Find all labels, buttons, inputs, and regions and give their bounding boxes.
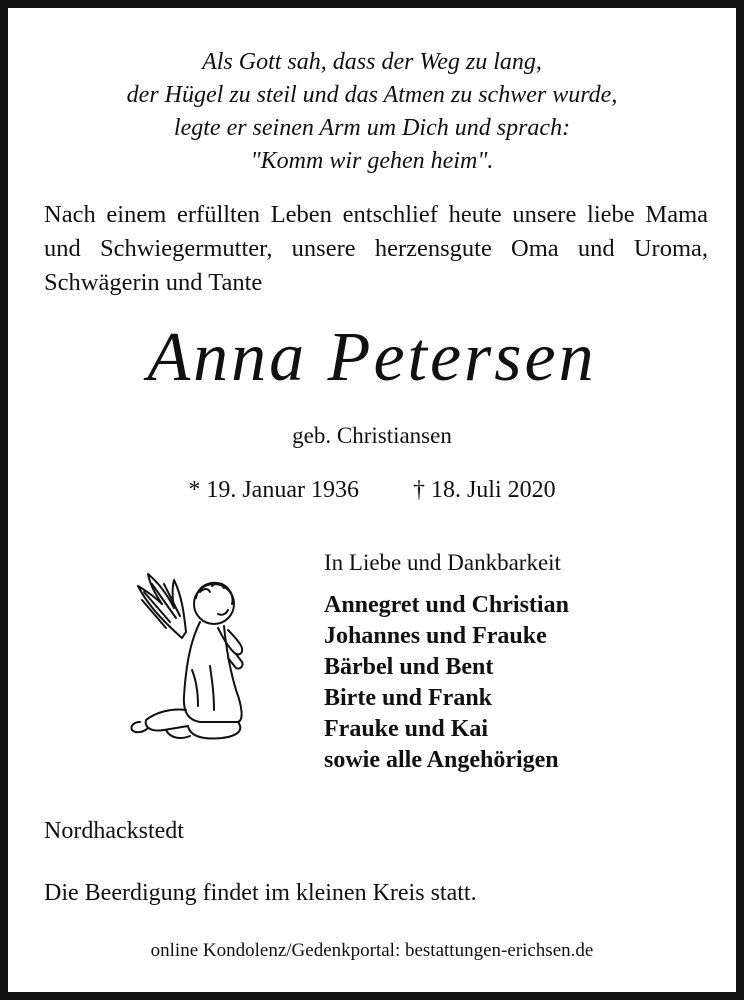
funeral-note: Die Beerdigung findet im kleinen Kreis statt. bbox=[44, 880, 477, 906]
memorial-poem bbox=[8, 46, 736, 178]
announcement-text bbox=[44, 198, 708, 300]
poem-line: Als Gott sah, dass der Weg zu lang, bbox=[202, 49, 542, 75]
list-item: Bärbel und Bent bbox=[324, 654, 494, 680]
birth-date: * 19. Januar 1936 bbox=[188, 477, 359, 503]
life-dates bbox=[8, 474, 736, 506]
mourners-list bbox=[324, 590, 569, 776]
poem-line: legte er seinen Arm um Dich und sprach: bbox=[173, 115, 571, 141]
condolence-portal: online Kondolenz/Gedenkportal: bestattungen-erichsen.de bbox=[150, 940, 594, 961]
birth-name: geb. Christiansen bbox=[292, 423, 452, 448]
kneeling-angel-icon bbox=[126, 570, 266, 748]
list-item: Frauke und Kai bbox=[324, 716, 489, 742]
poem-line: der Hügel zu steil und das Atmen zu schwer wurde, bbox=[126, 82, 618, 108]
list-item: Johannes und Frauke bbox=[324, 623, 547, 649]
list-item: Birte und Frank bbox=[324, 685, 493, 711]
announcement-line: Nach einem erfüllten Leben entschlief heute unsere liebe bbox=[44, 201, 635, 228]
list-item: Annegret und Christian bbox=[324, 592, 569, 618]
announcement-line: Mama und Schwiegermutter, unsere herzensgute Oma und bbox=[44, 201, 709, 262]
deceased-name: Anna Petersen bbox=[147, 319, 597, 396]
mourners-intro: In Liebe und Dankbarkeit bbox=[324, 550, 561, 575]
announcement-line: Uroma, Schwägerin und Tante bbox=[44, 235, 709, 296]
place-name: Nordhackstedt bbox=[44, 818, 184, 844]
poem-line: "Komm wir gehen heim". bbox=[250, 148, 494, 174]
list-item: sowie alle Angehörigen bbox=[324, 747, 559, 773]
death-date: † 18. Juli 2020 bbox=[412, 477, 556, 503]
